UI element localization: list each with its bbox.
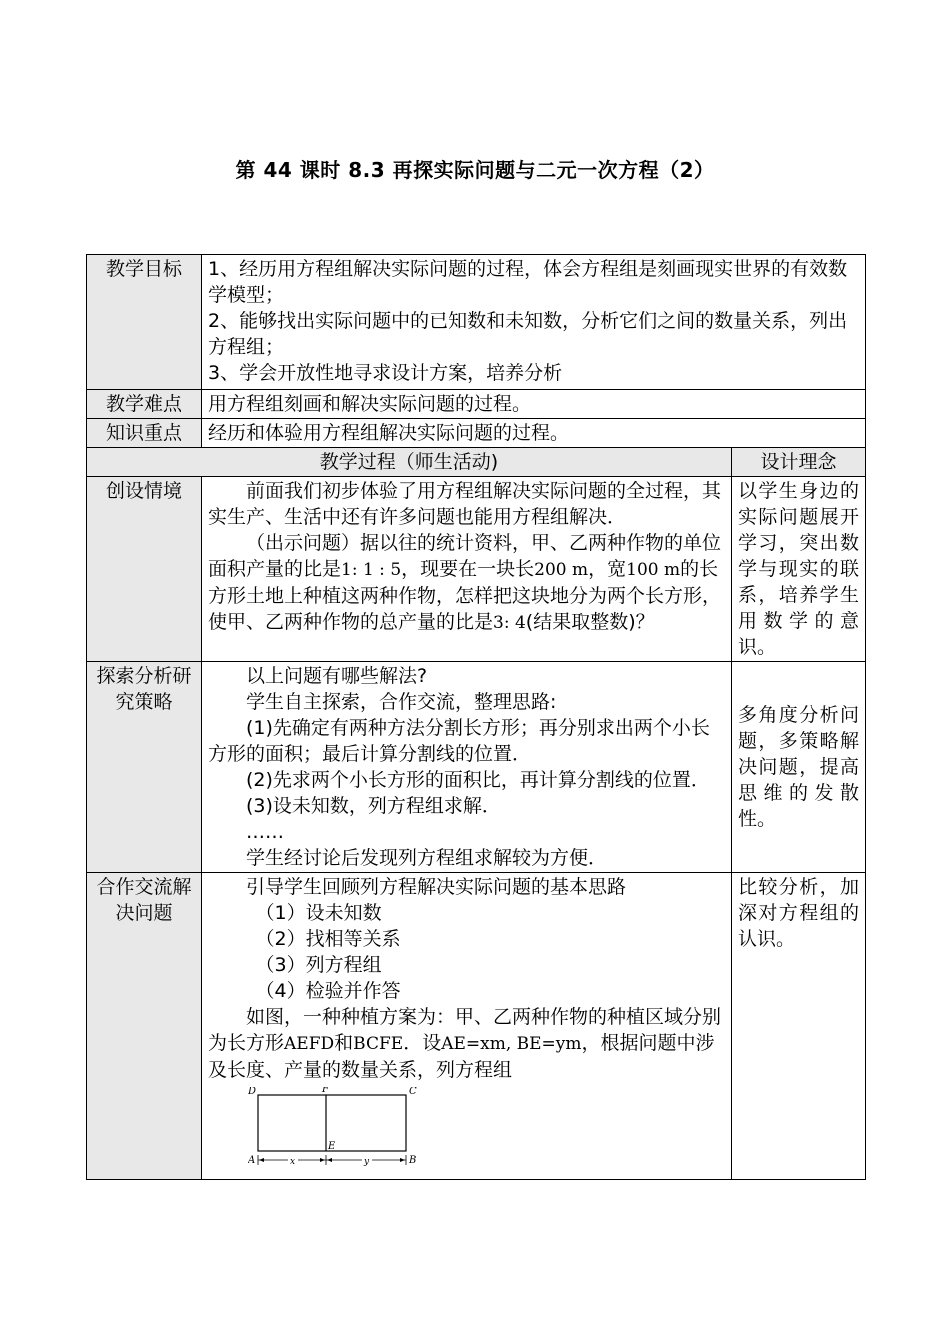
arrow-head <box>327 1158 332 1162</box>
page-title: 第 44 课时 8.3 再探实际问题与二元一次方程（2） <box>235 158 715 182</box>
solve-step: （1）设未知数 <box>255 902 382 924</box>
solve-intro: 引导学生回顾列方程解决实际问题的基本思路 <box>246 876 627 898</box>
plan-text: ．设 <box>403 1032 442 1054</box>
solve-step: （3）列方程组 <box>255 954 382 976</box>
keypoint-text: 经历和体验用方程组解决实际问题的过程。 <box>202 419 866 448</box>
difficulty-text: 用方程组刻画和解决实际问题的过程。 <box>202 390 866 419</box>
explore-content <box>202 662 732 873</box>
rectangle-figure <box>248 1087 725 1174</box>
lesson-plan-table <box>86 254 866 1180</box>
arrow-head <box>320 1158 325 1162</box>
keypoint-label: 知识重点 <box>87 419 202 448</box>
problem-text: 的长方形土地上种植这两种作物，怎样把这块地分为两个长方形，使甲、乙两种作物的总产量的比是 <box>208 558 722 633</box>
explore-note: 多角度分析问题，多策略解决问题，提高思维的发散性。 <box>732 662 866 873</box>
concept-header: 设计理念 <box>732 448 866 477</box>
header-row <box>87 448 866 477</box>
solve-step: （2）找相等关系 <box>255 928 401 950</box>
explore-line: 以上问题有哪些解法? <box>246 665 428 687</box>
rect-aefd: AEFD <box>284 1034 335 1054</box>
point-label-c: C <box>409 1087 417 1097</box>
point-label-a: A <box>248 1155 256 1166</box>
scenario-label: 创设情境 <box>87 477 202 662</box>
explore-line: 学生经讨论后发现列方程组求解较为方便． <box>246 847 608 869</box>
point-label-f: F <box>322 1087 329 1095</box>
problem-text: ，现要在一块长 <box>401 558 535 580</box>
problem-text: ，宽 <box>588 558 627 580</box>
difficulty-label: 教学难点 <box>87 390 202 419</box>
scenario-paragraph: 前面我们初步体验了用方程组解决实际问题的全过程，其实生产、生活中还有许多问题也能用方程组解决． <box>208 480 722 528</box>
goal-line: 1、经历用方程组解决实际问题的过程，体会方程组是刻画现实世界的有效数学模型； <box>208 258 848 306</box>
scenario-note: 以学生身边的实际问题展开学习，突出数学与现实的联系，培养学生用数学的意识。 <box>732 477 866 662</box>
explore-line: …… <box>246 821 284 843</box>
goals-row <box>87 255 866 390</box>
plan-text: 如图，一种种植方案为：甲、乙两种作物的种植区域分别为长方形 <box>208 1006 722 1054</box>
explore-line: 学生自主探索，合作交流，整理思路: <box>246 691 557 713</box>
problem-paragraph <box>208 530 725 636</box>
goals-label: 教学目标 <box>87 255 202 390</box>
solve-label: 合作交流解决问题 <box>87 873 202 1180</box>
solve-row <box>87 873 866 1180</box>
explore-line: (2)先求两个小长方形的面积比，再计算分割线的位置． <box>246 769 710 791</box>
explore-label: 探索分析研究策略 <box>87 662 202 873</box>
difficulty-row <box>87 390 866 419</box>
dimension-label-x: x <box>290 1157 296 1167</box>
variable-definition: AE=xm, BE=ym <box>441 1034 582 1054</box>
goals-content <box>202 255 866 390</box>
goal-line: 2、能够找出实际问题中的已知数和未知数，分析它们之间的数量关系，列出方程组； <box>208 310 848 358</box>
explore-line: (1)先确定有两种方法分割长方形；再分别求出两个小长方形的面积；最后计算分割线的位置． <box>208 717 710 765</box>
problem-text: (结果取整数)？ <box>525 611 655 633</box>
arrow-head <box>259 1158 264 1162</box>
goal-line: 3、学会开放性地寻求设计方案，培养分析 <box>208 362 563 384</box>
problem-text: （出示问题）据以往的统计资料，甲、乙两种作物的单位面积产量的比是 <box>208 532 722 580</box>
keypoint-row <box>87 419 866 448</box>
land-width: 100 m <box>626 560 681 580</box>
rectangle-diagram <box>248 1087 428 1167</box>
dimension-label-y: y <box>364 1157 370 1167</box>
scenario-row <box>87 477 866 662</box>
plan-text: ，根据问题中涉及长度、产量的数量关系，列方程组 <box>208 1032 715 1081</box>
point-label-d: D <box>248 1087 257 1097</box>
yield-ratio: 1: 1 : 5 <box>341 560 402 580</box>
solve-step: （4）检验并作答 <box>255 980 401 1002</box>
explore-line: (3)设未知数，列方程组求解． <box>246 795 501 817</box>
plan-paragraph <box>208 1004 725 1083</box>
solve-note: 比较分析，加深对方程组的认识。 <box>732 873 866 1180</box>
point-label-e: E <box>328 1141 336 1152</box>
explore-row <box>87 662 866 873</box>
output-ratio: 3: 4 <box>493 613 526 633</box>
point-label-b: B <box>409 1155 417 1166</box>
arrow-head <box>400 1158 405 1162</box>
process-header: 教学过程（师生活动) <box>87 448 732 477</box>
land-length: 200 m <box>534 560 589 580</box>
scenario-content <box>202 477 732 662</box>
solve-content <box>202 873 732 1180</box>
rect-bcfe: BCFE <box>353 1034 404 1054</box>
plan-text: 和 <box>334 1032 354 1054</box>
